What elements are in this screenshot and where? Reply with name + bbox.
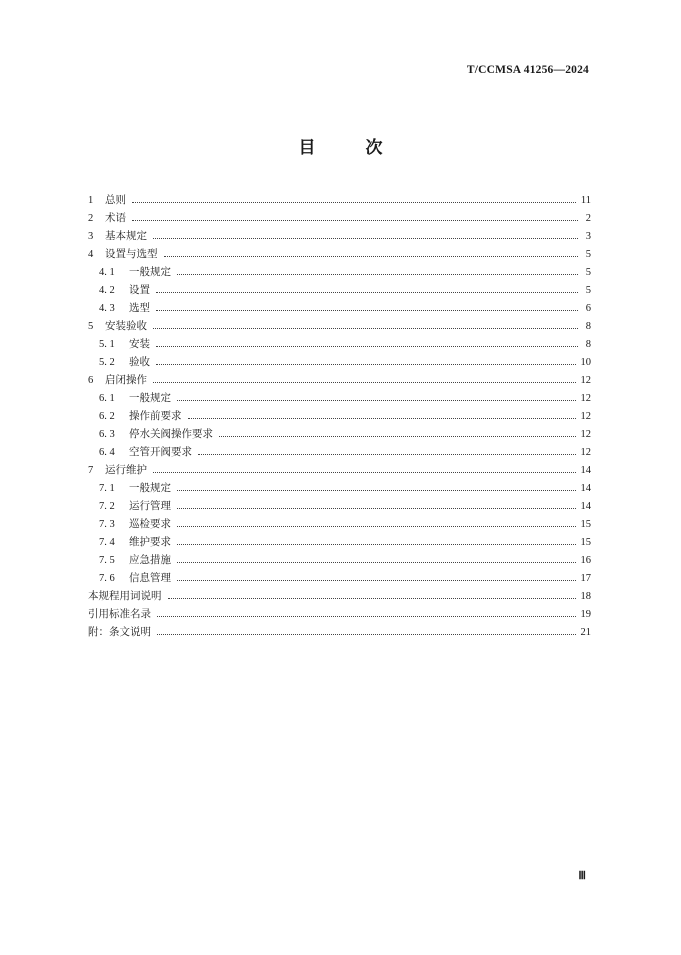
toc-entry-number: 4. 3 xyxy=(99,303,115,314)
title-char-2: 次 xyxy=(365,138,383,158)
toc-dot-leader xyxy=(177,525,576,527)
toc-entry-page: 17 xyxy=(580,573,591,584)
toc-dot-leader xyxy=(177,507,576,509)
toc-dot-leader xyxy=(177,399,576,401)
toc-entry-page: 12 xyxy=(580,393,591,404)
toc-entry-number: 7. 1 xyxy=(99,483,115,494)
toc-entry-page: 8 xyxy=(585,339,591,350)
toc-dot-leader xyxy=(164,255,579,257)
toc-entry-number: 2 xyxy=(88,213,94,224)
toc-entry[interactable] xyxy=(88,569,591,587)
toc-dot-leader xyxy=(177,489,576,491)
toc-entry-number: 6. 3 xyxy=(99,429,115,440)
toc-entry[interactable] xyxy=(88,587,591,605)
standard-code: T/CCMSA 41256—2024 xyxy=(466,64,589,76)
toc-entry[interactable] xyxy=(88,461,591,479)
toc-dot-leader xyxy=(157,633,576,635)
toc-entry-number: 7. 3 xyxy=(99,519,115,530)
toc-entry-label: 操作前要求 xyxy=(129,410,182,422)
toc-entry-page: 14 xyxy=(580,501,591,512)
toc-entry-label: 总则 xyxy=(105,194,126,206)
toc-entry-label: 信息管理 xyxy=(129,572,171,584)
toc-entry[interactable] xyxy=(88,551,591,569)
toc-entry[interactable] xyxy=(88,479,591,497)
toc-entry-page: 11 xyxy=(580,195,591,206)
toc-entry-page: 21 xyxy=(580,627,591,638)
toc-entry-label: 选型 xyxy=(129,302,150,314)
page-number: Ⅲ xyxy=(578,870,586,882)
toc-dot-leader xyxy=(153,327,578,329)
toc-entry-number: 7. 5 xyxy=(99,555,115,566)
toc-dot-leader xyxy=(156,345,578,347)
toc-entry-page: 12 xyxy=(580,429,591,440)
toc-entry[interactable] xyxy=(88,209,591,227)
toc-entry-page: 5 xyxy=(585,267,591,278)
toc-dot-leader xyxy=(156,291,578,293)
toc-entry-page: 12 xyxy=(580,411,591,422)
toc-entry-label: 本规程用词说明 xyxy=(88,590,162,602)
toc-entry-label: 一般规定 xyxy=(129,482,171,494)
toc-entry-label: 验收 xyxy=(129,356,150,368)
toc-entry-number: 4. 1 xyxy=(99,267,115,278)
toc-dot-leader xyxy=(153,471,576,473)
toc-entry-number: 4 xyxy=(88,249,94,260)
toc-entry-label: 一般规定 xyxy=(129,266,171,278)
toc-dot-leader xyxy=(168,597,576,599)
toc-entry-page: 5 xyxy=(585,249,591,260)
toc-entry-page: 10 xyxy=(580,357,591,368)
toc-dot-leader xyxy=(198,453,576,455)
toc-entry-label: 空管开阀要求 xyxy=(129,446,192,458)
toc-entry[interactable] xyxy=(88,245,591,263)
toc-entry-label: 维护要求 xyxy=(129,536,171,548)
toc-entry-label: 应急措施 xyxy=(129,554,171,566)
toc-entry-number: 7. 6 xyxy=(99,573,115,584)
toc-entry-number: 6. 2 xyxy=(99,411,115,422)
toc-entry[interactable] xyxy=(88,263,591,281)
toc-entry-number: 6. 4 xyxy=(99,447,115,458)
toc-dot-leader xyxy=(132,219,578,221)
toc-entry-number: 3 xyxy=(88,231,94,242)
toc-entry-page: 14 xyxy=(580,465,591,476)
toc-entry-label: 术语 xyxy=(105,212,126,224)
toc-dot-leader xyxy=(219,435,576,437)
toc-entry-page: 6 xyxy=(585,303,591,314)
toc-entry-number: 5. 2 xyxy=(99,357,115,368)
toc-entry-number: 1 xyxy=(88,195,94,206)
toc-entry-label: 一般规定 xyxy=(129,392,171,404)
toc-entry-page: 16 xyxy=(580,555,591,566)
toc-entry-page: 18 xyxy=(580,591,591,602)
toc-entry[interactable] xyxy=(88,335,591,353)
toc-entry[interactable] xyxy=(88,317,591,335)
toc-dot-leader xyxy=(157,615,576,617)
toc-entry-label: 附：条文说明 xyxy=(88,626,151,638)
toc-entry-page: 19 xyxy=(580,609,591,620)
toc-entry-number: 7. 4 xyxy=(99,537,115,548)
toc-dot-leader xyxy=(156,309,578,311)
toc-entry-page: 8 xyxy=(585,321,591,332)
toc-entry-number: 5. 1 xyxy=(99,339,115,350)
toc-entry-page: 15 xyxy=(580,537,591,548)
toc-entry-page: 15 xyxy=(580,519,591,530)
toc-entry-number: 6. 1 xyxy=(99,393,115,404)
toc-dot-leader xyxy=(153,237,578,239)
toc-entry-page: 3 xyxy=(585,231,591,242)
toc-entry-label: 巡检要求 xyxy=(129,518,171,530)
toc-entry-page: 12 xyxy=(580,375,591,386)
toc-entry-page: 14 xyxy=(580,483,591,494)
toc-entry[interactable] xyxy=(88,515,591,533)
toc-entry-label: 设置 xyxy=(129,284,150,296)
toc-dot-leader xyxy=(132,201,576,203)
toc-dot-leader xyxy=(177,543,576,545)
toc-entry-page: 5 xyxy=(585,285,591,296)
toc-entry[interactable] xyxy=(88,623,591,641)
toc-entry[interactable] xyxy=(88,425,591,443)
toc-entry-page: 12 xyxy=(580,447,591,458)
toc-entry-label: 启闭操作 xyxy=(105,374,147,386)
toc-entry[interactable] xyxy=(88,389,591,407)
toc-entry-number: 7. 2 xyxy=(99,501,115,512)
toc-dot-leader xyxy=(156,363,576,365)
table-of-contents xyxy=(88,191,591,641)
toc-entry[interactable] xyxy=(88,605,591,623)
toc-entry-label: 基本规定 xyxy=(105,230,147,242)
toc-dot-leader xyxy=(153,381,576,383)
toc-dot-leader xyxy=(177,579,576,581)
toc-entry-label: 运行维护 xyxy=(105,464,147,476)
toc-entry-number: 6 xyxy=(88,375,94,386)
toc-entry-label: 停水关阀操作要求 xyxy=(129,428,213,440)
toc-entry[interactable] xyxy=(88,353,591,371)
toc-entry-page: 2 xyxy=(585,213,591,224)
toc-dot-leader xyxy=(177,273,578,275)
toc-entry[interactable] xyxy=(88,299,591,317)
toc-entry[interactable] xyxy=(88,281,591,299)
toc-entry[interactable] xyxy=(88,443,591,461)
toc-entry-number: 5 xyxy=(88,321,94,332)
toc-entry[interactable] xyxy=(88,371,591,389)
toc-entry-label: 安装 xyxy=(129,338,150,350)
toc-dot-leader xyxy=(188,417,576,419)
toc-entry-number: 4. 2 xyxy=(99,285,115,296)
toc-entry-label: 安装验收 xyxy=(105,320,147,332)
toc-entry[interactable] xyxy=(88,191,591,209)
toc-dot-leader xyxy=(177,561,576,563)
toc-entry-label: 设置与选型 xyxy=(105,248,158,260)
page-title xyxy=(0,133,681,158)
toc-entry[interactable] xyxy=(88,533,591,551)
toc-entry[interactable] xyxy=(88,227,591,245)
toc-entry-label: 引用标准名录 xyxy=(88,608,151,620)
toc-entry[interactable] xyxy=(88,407,591,425)
toc-entry[interactable] xyxy=(88,497,591,515)
title-char-1: 目 xyxy=(298,138,316,158)
toc-entry-number: 7 xyxy=(88,465,94,476)
toc-entry-label: 运行管理 xyxy=(129,500,171,512)
